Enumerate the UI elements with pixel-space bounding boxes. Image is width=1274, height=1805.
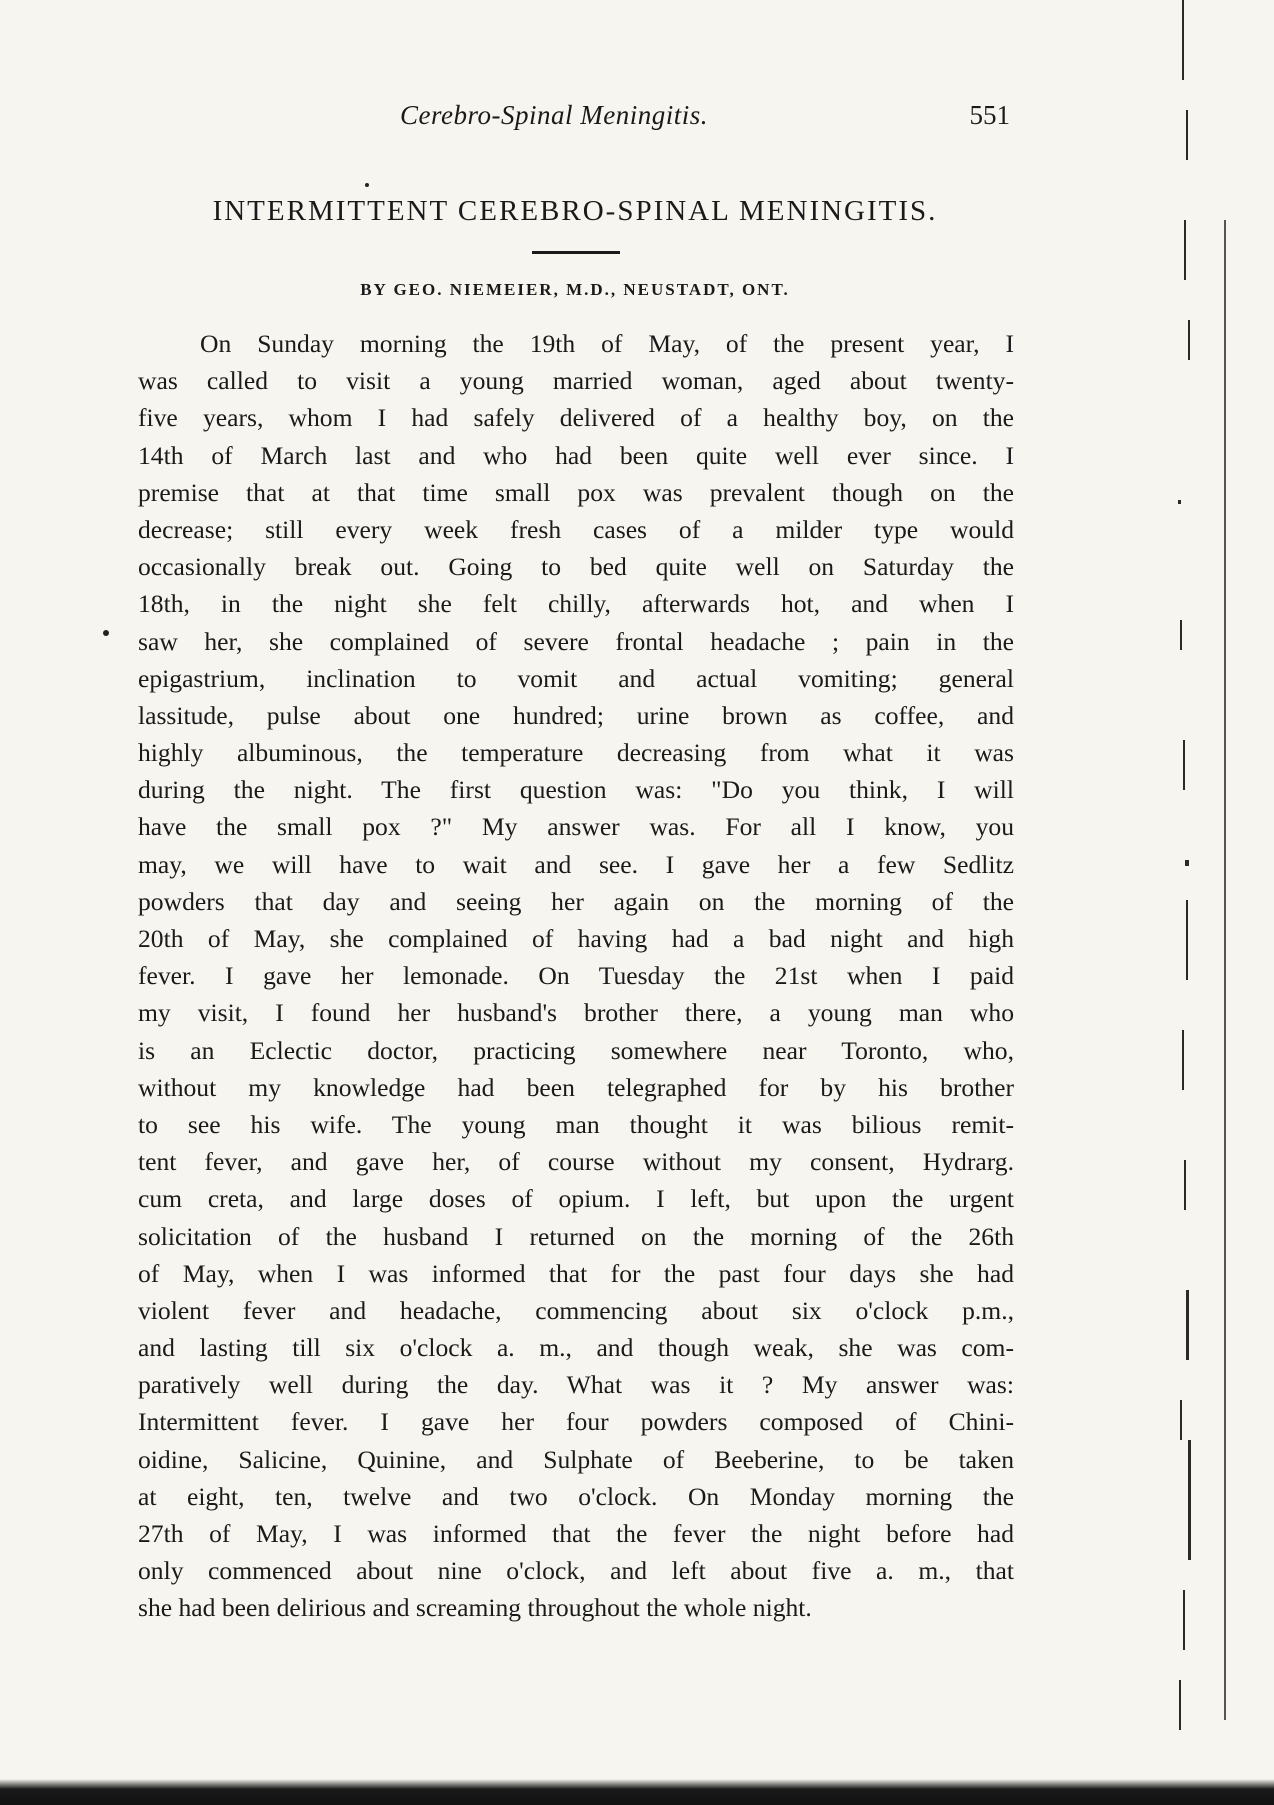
body-line: is an Eclectic doctor, practicing somewhere near Toronto, who,	[138, 1035, 1014, 1065]
body-line: paratively well during the day. What was it ? My answer was:	[138, 1370, 1014, 1400]
body-line: without my knowledge had been telegraphed for by his brother	[138, 1072, 1014, 1102]
body-line: only commenced about nine o'clock, and left about five a. m., that	[138, 1556, 1014, 1586]
body-line: and lasting till six o'clock a. m., and though weak, she was com-	[138, 1333, 1014, 1363]
body-line: saw her, she complained of severe frontal headache ; pain in the	[138, 626, 1014, 656]
body-line: Intermittent fever. I gave her four powders composed of Chini-	[138, 1407, 1014, 1437]
body-line: may, we will have to wait and see. I gave her a few Sedlitz	[138, 849, 1014, 879]
body-line: 27th of May, I was informed that the fever the night before had	[138, 1519, 1014, 1548]
page-number: 551	[969, 100, 1010, 130]
body-line: On Sunday morning the 19th of May, of the present year, I	[200, 329, 1014, 358]
body-line: occasionally break out. Going to bed quite well on Saturday the	[138, 552, 1014, 582]
body-line: to see his wife. The young man thought it was bilious remit-	[138, 1109, 1014, 1139]
body-line: epigastrium, inclination to vomit and actual vomiting; general	[138, 663, 1014, 693]
body-line: oidine, Salicine, Quinine, and Sulphate of Beeberine, to be taken	[138, 1444, 1014, 1474]
body-line: premise that at that time small pox was prevalent though on the	[138, 477, 1014, 507]
stray-dot	[103, 630, 109, 636]
body-line: 20th of May, she complained of having had a bad night and high	[138, 924, 1014, 953]
article-title: INTERMITTENT CEREBRO-SPINAL MENINGITIS.	[212, 195, 938, 227]
body-line: solicitation of the husband I returned on the morning of the 26th	[138, 1221, 1014, 1251]
body-line: tent fever, and gave her, of course without my consent, Hydrarg.	[138, 1147, 1014, 1177]
body-line: at eight, ten, twelve and two o'clock. On Monday morning the	[138, 1481, 1014, 1511]
body-line: violent fever and headache, commencing about six o'clock p.m.,	[138, 1295, 1014, 1325]
body-line: fever. I gave her lemonade. On Tuesday the 21st when I paid	[138, 961, 1014, 991]
article-byline: BY GEO. NIEMEIER, M.D., NEUSTADT, ONT.	[360, 280, 790, 299]
stray-dot	[365, 183, 369, 187]
body-line: my visit, I found her husband's brother there, a young man who	[138, 998, 1014, 1028]
body-line: five years, whom I had safely delivered of a healthy boy, on the	[138, 403, 1014, 433]
body-line: cum creta, and large doses of opium. I left, but upon the urgent	[138, 1184, 1014, 1214]
running-title: Cerebro-Spinal Meningitis.	[400, 100, 708, 130]
body-line: of May, when I was informed that for the past four days she had	[138, 1258, 1014, 1288]
body-line: she had been delirious and screaming throughout the whole night.	[138, 1593, 812, 1623]
body-line: 14th of March last and who had been quite well ever since. I	[138, 440, 1014, 470]
scan-bottom-edge	[0, 1765, 1274, 1805]
body-line: during the night. The first question was: "Do you think, I will	[138, 775, 1014, 805]
title-rule	[532, 251, 620, 254]
body-line: 18th, in the night she felt chilly, afterwards hot, and when I	[138, 589, 1014, 619]
body-line: highly albuminous, the temperature decreasing from what it was	[138, 738, 1014, 768]
body-line: powders that day and seeing her again on the morning of the	[138, 886, 1014, 916]
body-line: decrease; still every week fresh cases of a milder type would	[138, 514, 1014, 544]
article-body	[138, 325, 1014, 1627]
body-line: lassitude, pulse about one hundred; urine brown as coffee, and	[138, 700, 1014, 730]
running-header	[140, 100, 1010, 140]
scan-margin-edge	[1174, 0, 1234, 1805]
body-line: was called to visit a young married woman, aged about twenty-	[138, 366, 1014, 396]
body-line: have the small pox ?" My answer was. For all I know, you	[138, 812, 1014, 842]
